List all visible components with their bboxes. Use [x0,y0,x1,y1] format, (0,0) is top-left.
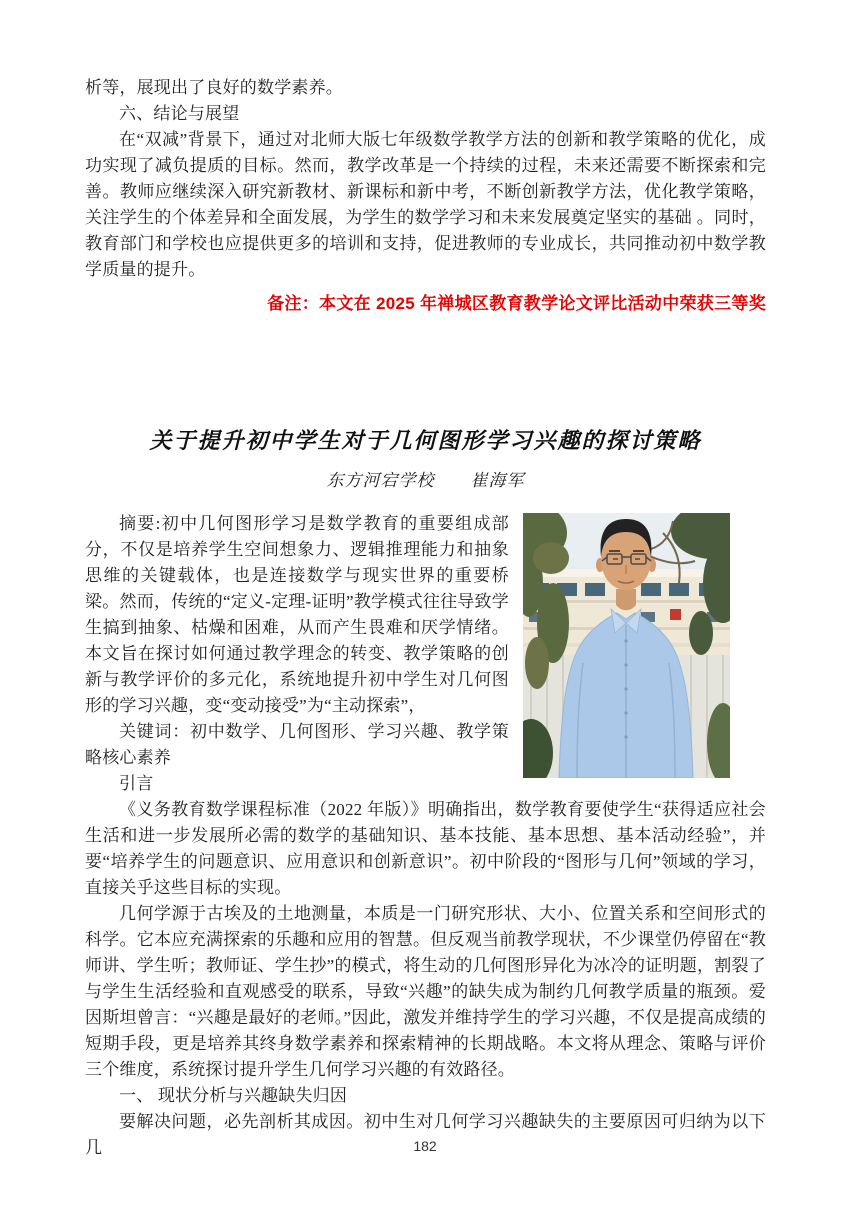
intro-paragraph-2: 几何学源于古埃及的土地测量，本质是一门研究形状、大小、位置关系和空间形式的科学。它本应充满探索的乐趣和应用的智慧。但反观当前教学现状，不少课堂仍停留在“教师讲、学生听；教师证、学生抄”的模式，将生动的几何图形异化为冰冷的证明题，割裂了与学生生活经验和直观感受的联系，导致“兴趣”的缺失成为制约几何教学质量的瓶颈。爱因斯坦曾言：“兴趣是最好的老师。”因此，激发并维持学生的学习兴趣，不仅是提高成绩的短期手段，更是培养其终身数学素养和探索精神的长期战略。本文将从理念、策略与评价三个维度，系统探讨提升学生几何学习兴趣的有效路径。 [85,904,766,1079]
award-note: 备注：本文在 2025 年禅城区教育教学论文评比活动中荣获三等奖 [267,294,766,313]
abstract-text: 摘要:初中几何图形学习是数学教育的重要组成部分，不仅是培养学生空间想象力、逻辑推理能力和抽象思维的关键载体，也是连接数学与现实世界的重要桥梁。然而，传统的“定义-定理-证明”教学模式往往导致学生搞到抽象、枯燥和困难，从而产生畏难和厌学情绪。本文旨在探讨如何通过教学理念的转变、教学策略的创新与教学评价的多元化，系统地提升初中学生对几何图形的学习兴趣，变“变动接受”为“主动探索”， [85,514,509,715]
prev-article-tail-line: 析等，展现出了良好的数学素养。 [85,78,343,97]
article-title: 关于提升初中学生对于几何图形学习兴趣的探讨策略 [149,428,702,453]
intro-heading: 引言 [119,774,154,793]
author-portrait-illustration [523,513,730,778]
page-number: 182 [413,1138,437,1154]
article-byline: 东方河宕学校 崔海军 [326,471,525,490]
author-portrait-photo [523,513,730,778]
intro-paragraph-1: 《义务教育数学课程标准（2022 年版）》明确指出，数学教育要使学生“获得适应社会生活和进一步发展所必需的数学的基础知识、基本技能、基本思想、基本活动经验”，并要“培养学生的问题意识、应用意识和创新意识”。初中阶段的“图形与几何”领域的学习，直接关乎这些目标的实现。 [85,800,766,897]
section-1-first-line: 要解决问题，必先剖析其成因。初中生对几何学习兴趣缺失的主要原因可归纳为以下几 [85,1112,766,1157]
prev-article-section-heading: 六、结论与展望 [119,104,240,123]
prev-article-paragraph: 在“双减”背景下，通过对北师大版七年级数学教学方法的创新和教学策略的优化，成功实现了减负提质的目标。然而，教学改革是一个持续的过程，未来还需要不断探索和完善。教师应继续深入研究新教材、新课标和新中考，不断创新教学方法，优化教学策略，关注学生的个体差异和全面发展，为学生的数学学习和未来发展奠定坚实的基础 。同时，教育部门和学校也应提供更多的培训和支持，促进教师的专业成长，共同推动初中数学教学质量的提升。 [85,130,766,279]
abstract-section [85,511,766,797]
page-content [85,75,766,1161]
section-heading-1: 一、 现状分析与兴趣缺失归因 [119,1086,348,1105]
keywords-line: 关键词：初中数学、几何图形、学习兴趣、教学策略核心素养 [85,722,509,767]
